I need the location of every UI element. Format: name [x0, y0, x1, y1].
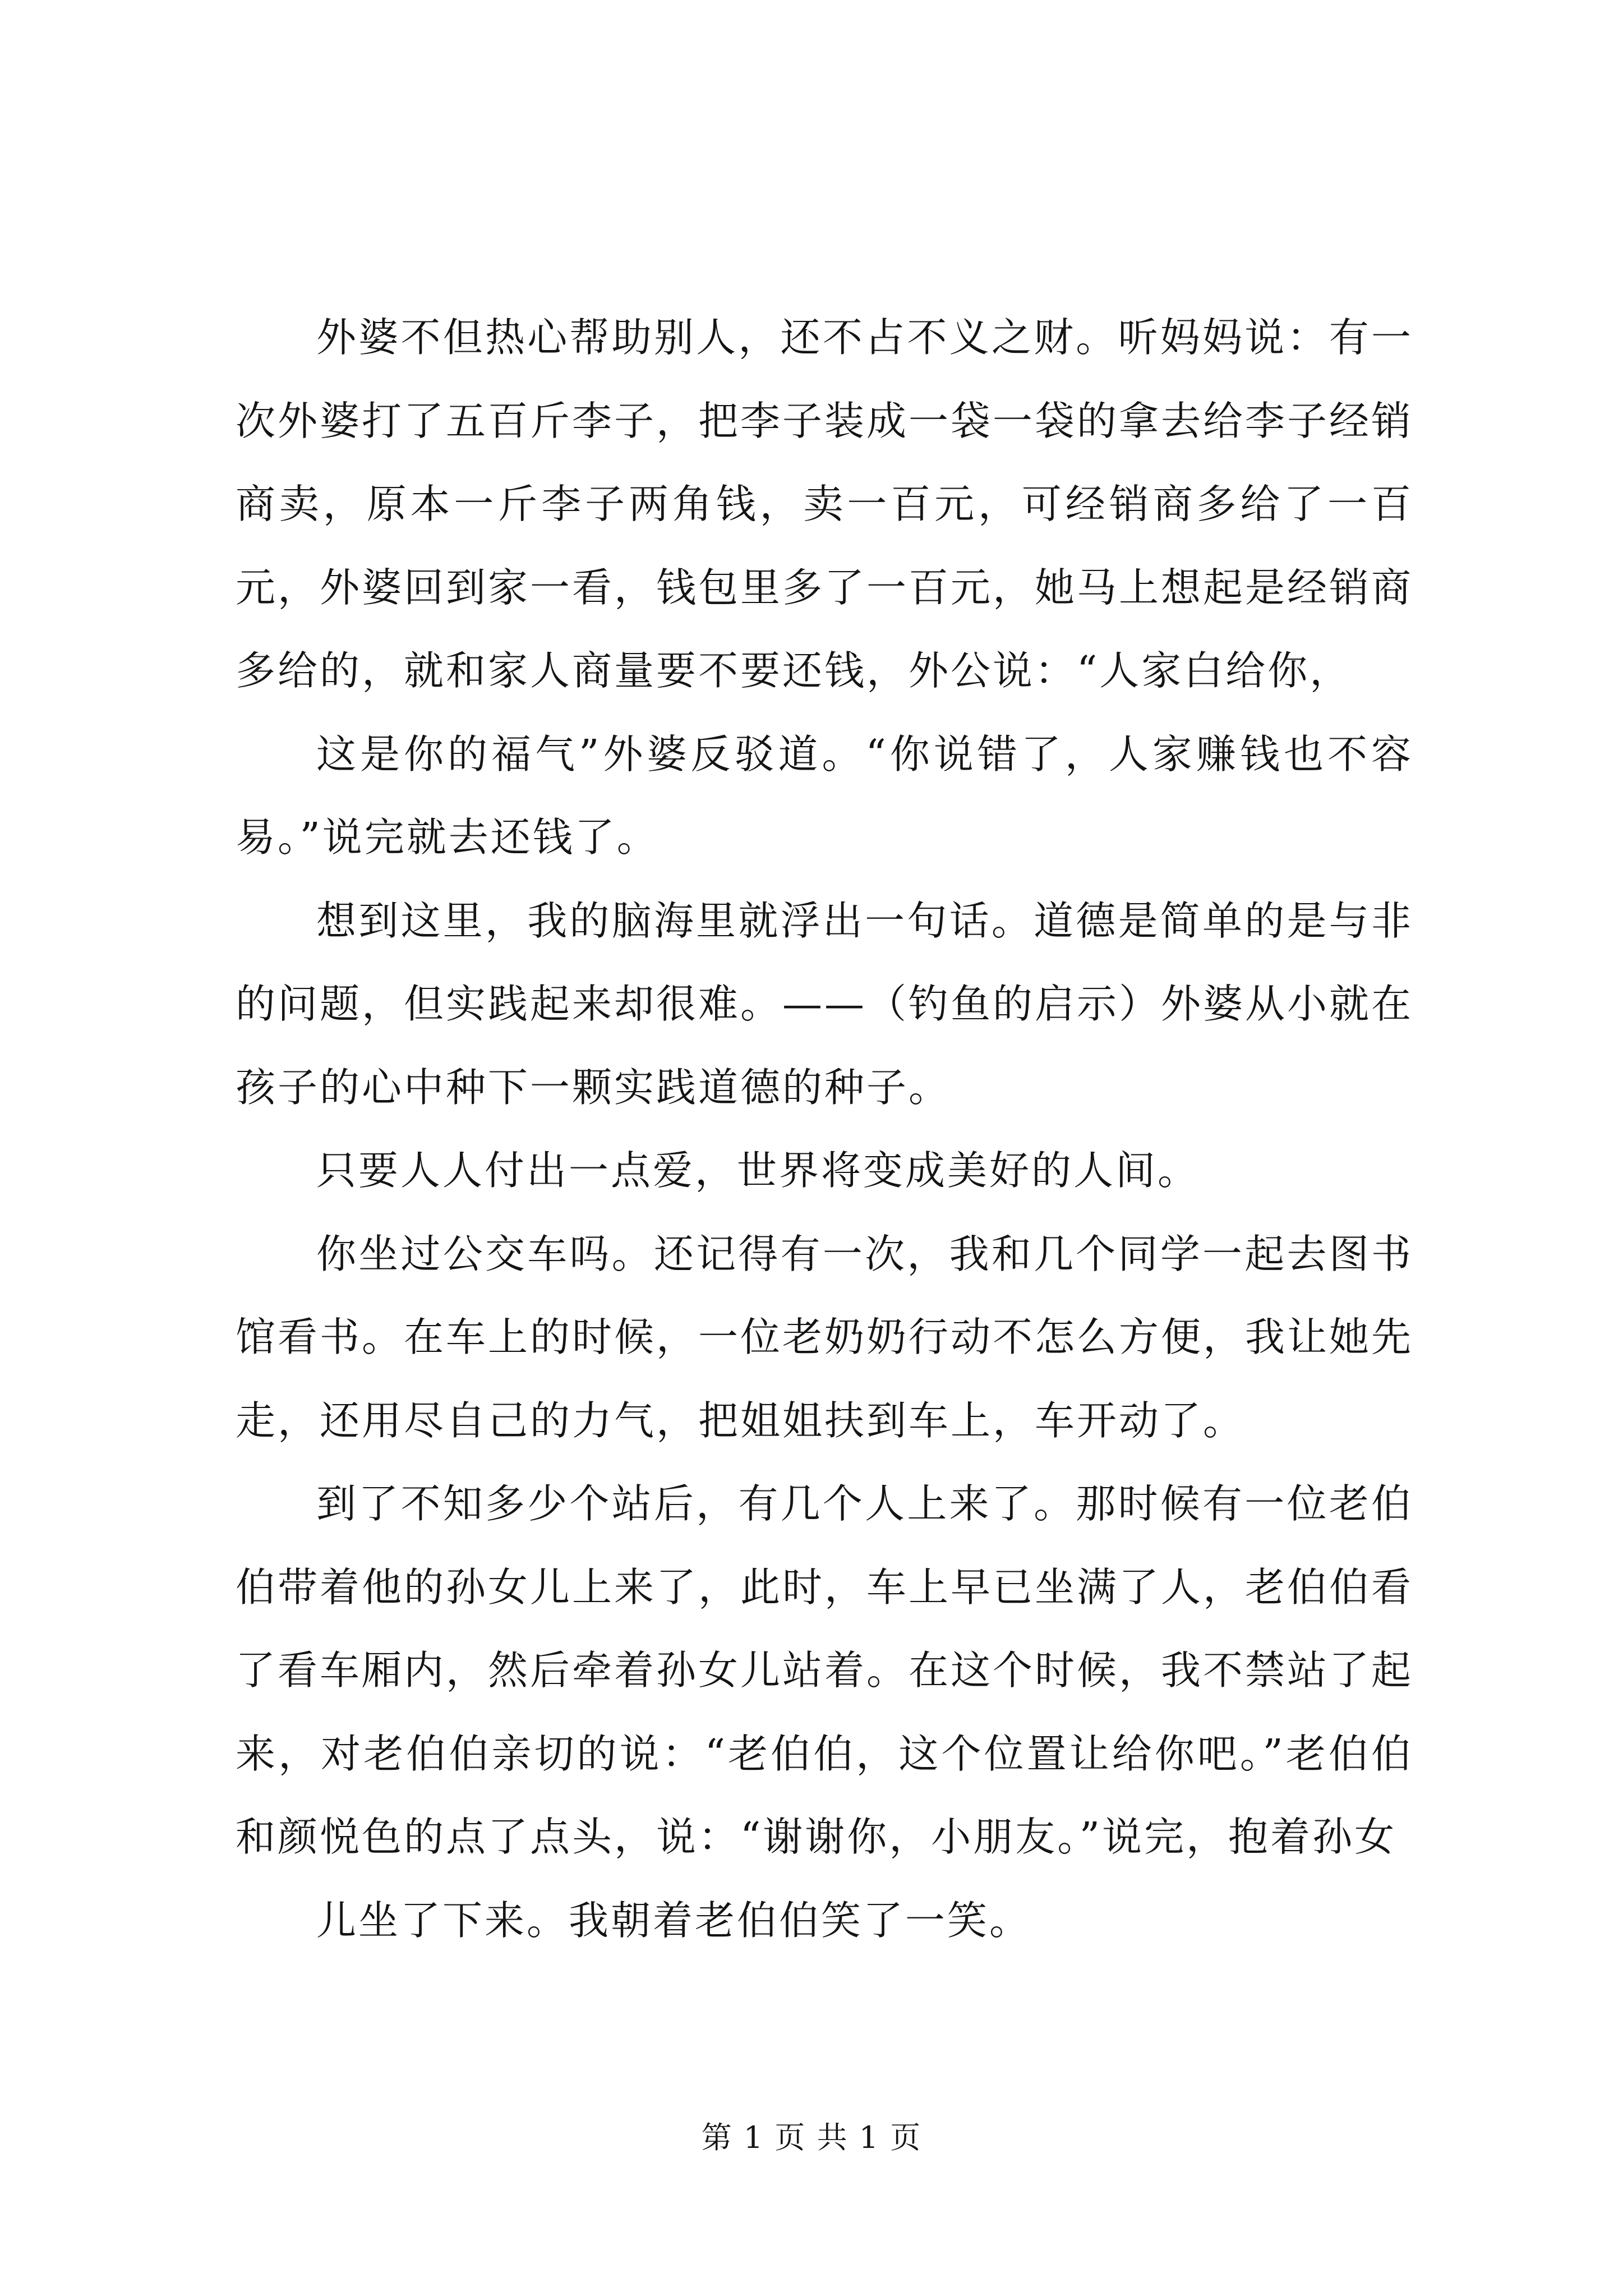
paragraph-3: 想到这里，我的脑海里就浮出一句话。道德是简单的是与非的问题，但实践起来却很难。——（钓鱼的启示）外婆从小就在孩子的心中种下一颗实践道德的种子。: [236, 897, 1414, 1111]
page-footer: [0, 2118, 1623, 2157]
page-number-label: 第 1 页 共 1 页: [701, 2120, 922, 2155]
paragraph-7: 儿坐了下来。我朝着老伯伯笑了一笑。: [316, 1897, 1032, 1944]
document-body: [236, 296, 1413, 1962]
paragraph-1: 外婆不但热心帮助别人，还不占不义之财。听妈妈说：有一次外婆打了五百斤李子，把李子装成一袋一袋的拿去给李子经销商卖，原本一斤李子两角钱，卖一百元，可经销商多给了一百元，外婆回到家一看，钱包里多了一百元，她马上想起是经销商多给的，就和家人商量要不要还钱，外公说：“人家白给你，: [236, 314, 1414, 694]
paragraph-5: 你坐过公交车吗。还记得有一次，我和几个同学一起去图书馆看书。在车上的时候，一位老奶奶行动不怎么方便，我让她先走，还用尽自己的力气，把姐姐扶到车上，车开动了。: [236, 1230, 1414, 1444]
paragraph-6: 到了不知多少个站后，有几个人上来了。那时候有一位老伯伯带着他的孙女儿上来了，此时，车上早已坐满了人，老伯伯看了看车厢内，然后牵着孙女儿站着。在这个时候，我不禁站了起来，对老伯伯亲切的说：“老伯伯，这个位置让给你吧。”老伯伯和颜悦色的点了点头，说：“谢谢你，小朋友。”说完，抱着孙女: [236, 1480, 1414, 1860]
paragraph-4: 只要人人付出一点爱，世界将变成美好的人间。: [316, 1147, 1200, 1194]
paragraph-2: 这是你的福气”外婆反驳道。“你说错了，人家赚钱也不容易。”说完就去还钱了。: [236, 730, 1413, 861]
